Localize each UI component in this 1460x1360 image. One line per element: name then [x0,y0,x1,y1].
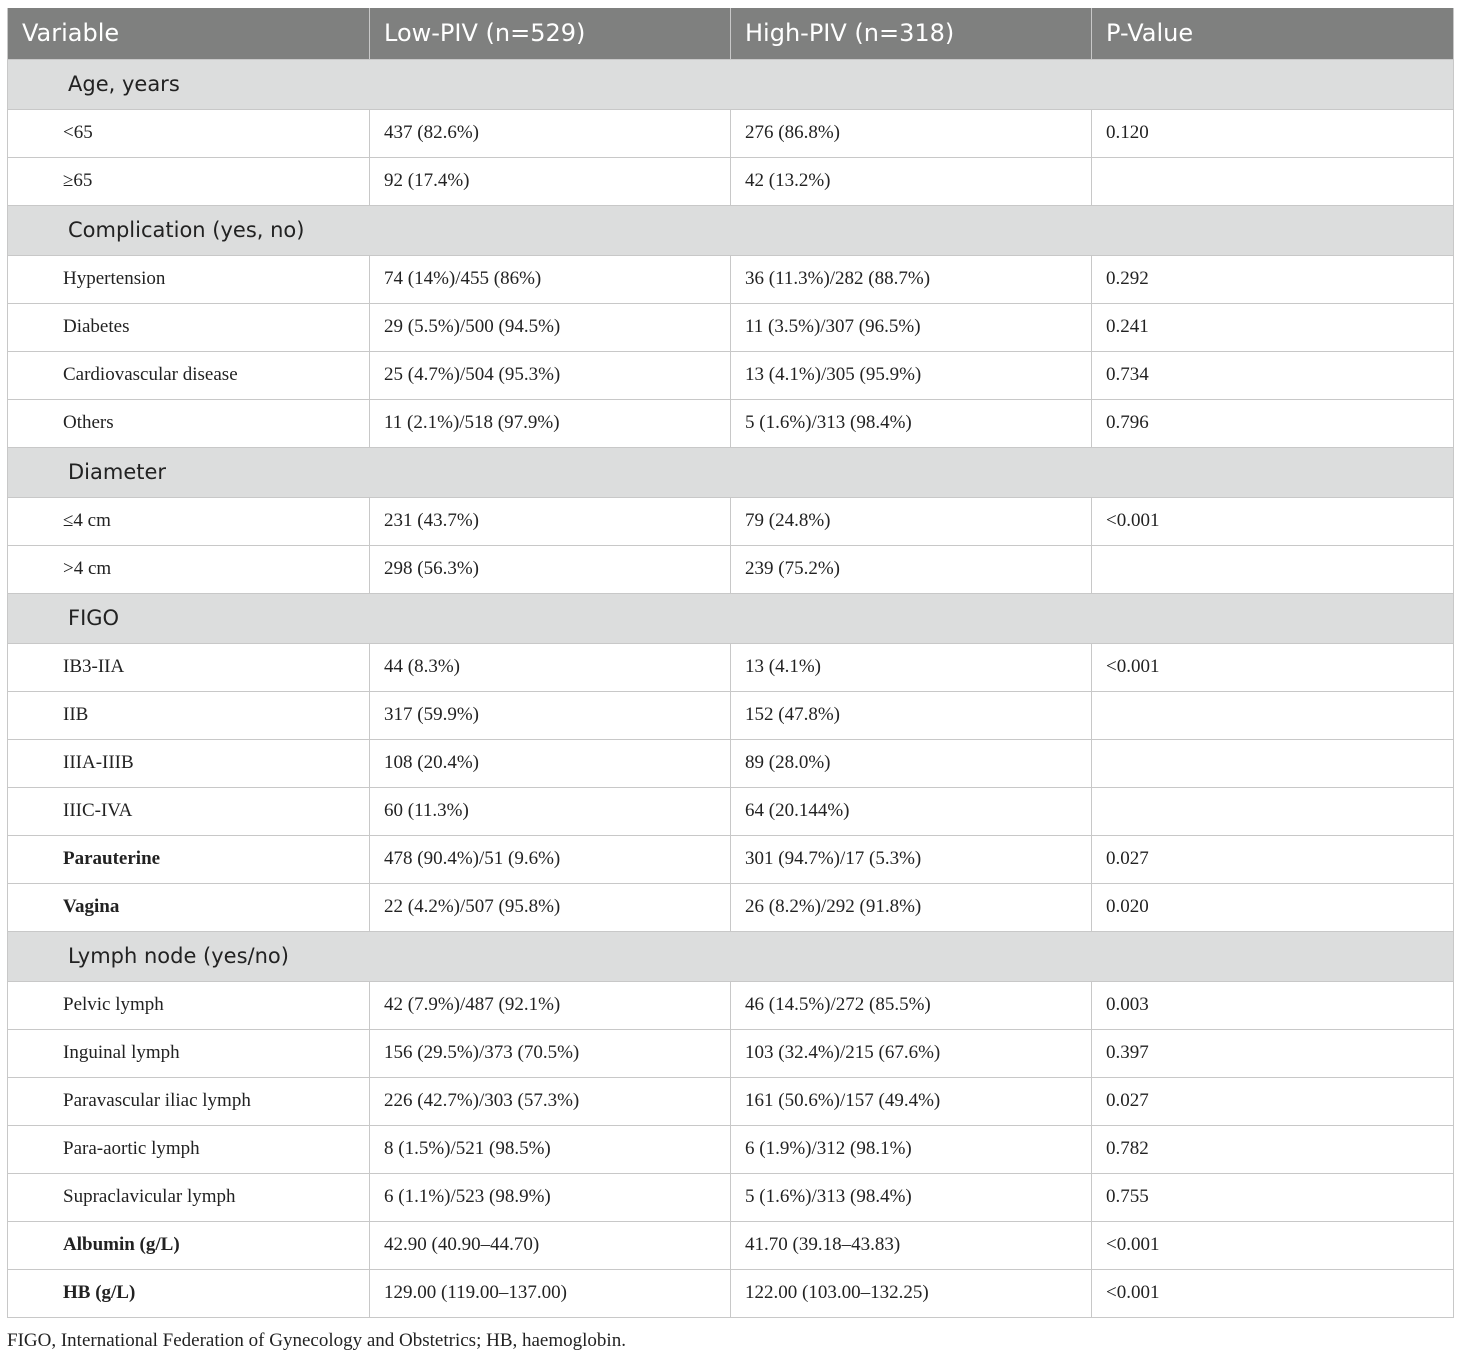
cell-low-piv: 29 (5.5%)/500 (94.5%) [370,303,731,351]
row-label: IIB [8,691,370,739]
cell-low-piv: 8 (1.5%)/521 (98.5%) [370,1125,731,1173]
section-label: Lymph node (yes/no) [8,931,1454,981]
cell-low-piv: 226 (42.7%)/303 (57.3%) [370,1077,731,1125]
cell-p-value: 0.027 [1092,835,1454,883]
table-row [8,399,1454,447]
row-label: >4 cm [8,545,370,593]
cell-p-value: 0.292 [1092,255,1454,303]
table-row [8,157,1454,205]
table-row [8,1173,1454,1221]
table-row [8,1269,1454,1317]
cell-high-piv: 301 (94.7%)/17 (5.3%) [731,835,1092,883]
cell-low-piv: 74 (14%)/455 (86%) [370,255,731,303]
section-label: FIGO [8,593,1454,643]
table-row [8,255,1454,303]
header-variable: Variable [8,8,370,59]
cell-high-piv: 152 (47.8%) [731,691,1092,739]
cell-p-value: 0.120 [1092,109,1454,157]
table-row [8,739,1454,787]
cell-low-piv: 156 (29.5%)/373 (70.5%) [370,1029,731,1077]
row-label: Para-aortic lymph [8,1125,370,1173]
cell-p-value: 0.027 [1092,1077,1454,1125]
section-row [8,205,1454,255]
table-container [7,8,1453,1318]
cell-high-piv: 11 (3.5%)/307 (96.5%) [731,303,1092,351]
row-label: IIIA-IIIB [8,739,370,787]
row-label: Vagina [8,883,370,931]
cell-high-piv: 6 (1.9%)/312 (98.1%) [731,1125,1092,1173]
cell-low-piv: 317 (59.9%) [370,691,731,739]
row-label: Diabetes [8,303,370,351]
row-label: Inguinal lymph [8,1029,370,1077]
table-row [8,109,1454,157]
row-label: IB3-IIA [8,643,370,691]
data-table [7,8,1454,1318]
cell-high-piv: 26 (8.2%)/292 (91.8%) [731,883,1092,931]
row-label: Paravascular iliac lymph [8,1077,370,1125]
cell-high-piv: 36 (11.3%)/282 (88.7%) [731,255,1092,303]
cell-p-value: 0.796 [1092,399,1454,447]
table-row [8,691,1454,739]
row-label: Albumin (g/L) [8,1221,370,1269]
cell-high-piv: 79 (24.8%) [731,497,1092,545]
cell-p-value: 0.397 [1092,1029,1454,1077]
cell-high-piv: 13 (4.1%) [731,643,1092,691]
table-footnote: FIGO, International Federation of Gynecology and Obstetrics; HB, haemoglobin. [7,1330,626,1351]
row-label: <65 [8,109,370,157]
table-row [8,981,1454,1029]
cell-low-piv: 22 (4.2%)/507 (95.8%) [370,883,731,931]
header-row [8,8,1454,59]
cell-p-value: 0.734 [1092,351,1454,399]
cell-p-value: <0.001 [1092,643,1454,691]
cell-high-piv: 89 (28.0%) [731,739,1092,787]
table-body [8,59,1454,1317]
cell-high-piv: 13 (4.1%)/305 (95.9%) [731,351,1092,399]
cell-p-value: <0.001 [1092,497,1454,545]
cell-p-value: 0.755 [1092,1173,1454,1221]
cell-low-piv: 231 (43.7%) [370,497,731,545]
table-row [8,545,1454,593]
cell-p-value: 0.003 [1092,981,1454,1029]
table-row [8,835,1454,883]
cell-low-piv: 108 (20.4%) [370,739,731,787]
row-label: Cardiovascular disease [8,351,370,399]
cell-p-value [1092,739,1454,787]
cell-high-piv: 122.00 (103.00–132.25) [731,1269,1092,1317]
table-header [8,8,1454,59]
cell-p-value: <0.001 [1092,1269,1454,1317]
cell-high-piv: 64 (20.144%) [731,787,1092,835]
header-p-value: P-Value [1092,8,1454,59]
table-row [8,643,1454,691]
section-label: Complication (yes, no) [8,205,1454,255]
section-row [8,59,1454,109]
header-low-piv: Low-PIV (n=529) [370,8,731,59]
cell-low-piv: 437 (82.6%) [370,109,731,157]
table-row [8,1125,1454,1173]
cell-p-value: 0.782 [1092,1125,1454,1173]
row-label: Others [8,399,370,447]
row-label: IIIC-IVA [8,787,370,835]
table-row [8,497,1454,545]
cell-high-piv: 276 (86.8%) [731,109,1092,157]
cell-high-piv: 5 (1.6%)/313 (98.4%) [731,1173,1092,1221]
cell-p-value [1092,157,1454,205]
section-label: Diameter [8,447,1454,497]
section-row [8,593,1454,643]
cell-high-piv: 161 (50.6%)/157 (49.4%) [731,1077,1092,1125]
cell-low-piv: 42.90 (40.90–44.70) [370,1221,731,1269]
cell-p-value [1092,545,1454,593]
table-row [8,883,1454,931]
row-label: ≤4 cm [8,497,370,545]
cell-low-piv: 25 (4.7%)/504 (95.3%) [370,351,731,399]
table-row [8,787,1454,835]
row-label: HB (g/L) [8,1269,370,1317]
section-row [8,447,1454,497]
cell-p-value [1092,691,1454,739]
header-high-piv: High-PIV (n=318) [731,8,1092,59]
table-row [8,1029,1454,1077]
cell-low-piv: 478 (90.4%)/51 (9.6%) [370,835,731,883]
cell-p-value [1092,787,1454,835]
cell-high-piv: 239 (75.2%) [731,545,1092,593]
section-label: Age, years [8,59,1454,109]
cell-high-piv: 5 (1.6%)/313 (98.4%) [731,399,1092,447]
row-label: Parauterine [8,835,370,883]
cell-low-piv: 60 (11.3%) [370,787,731,835]
section-row [8,931,1454,981]
cell-low-piv: 42 (7.9%)/487 (92.1%) [370,981,731,1029]
cell-high-piv: 46 (14.5%)/272 (85.5%) [731,981,1092,1029]
cell-low-piv: 6 (1.1%)/523 (98.9%) [370,1173,731,1221]
cell-high-piv: 42 (13.2%) [731,157,1092,205]
row-label: ≥65 [8,157,370,205]
cell-low-piv: 92 (17.4%) [370,157,731,205]
table-row [8,1221,1454,1269]
cell-low-piv: 11 (2.1%)/518 (97.9%) [370,399,731,447]
table-row [8,1077,1454,1125]
cell-low-piv: 44 (8.3%) [370,643,731,691]
table-row [8,303,1454,351]
cell-p-value: 0.020 [1092,883,1454,931]
cell-p-value: <0.001 [1092,1221,1454,1269]
cell-low-piv: 129.00 (119.00–137.00) [370,1269,731,1317]
cell-low-piv: 298 (56.3%) [370,545,731,593]
table-row [8,351,1454,399]
cell-high-piv: 41.70 (39.18–43.83) [731,1221,1092,1269]
cell-p-value: 0.241 [1092,303,1454,351]
row-label: Pelvic lymph [8,981,370,1029]
row-label: Supraclavicular lymph [8,1173,370,1221]
row-label: Hypertension [8,255,370,303]
cell-high-piv: 103 (32.4%)/215 (67.6%) [731,1029,1092,1077]
